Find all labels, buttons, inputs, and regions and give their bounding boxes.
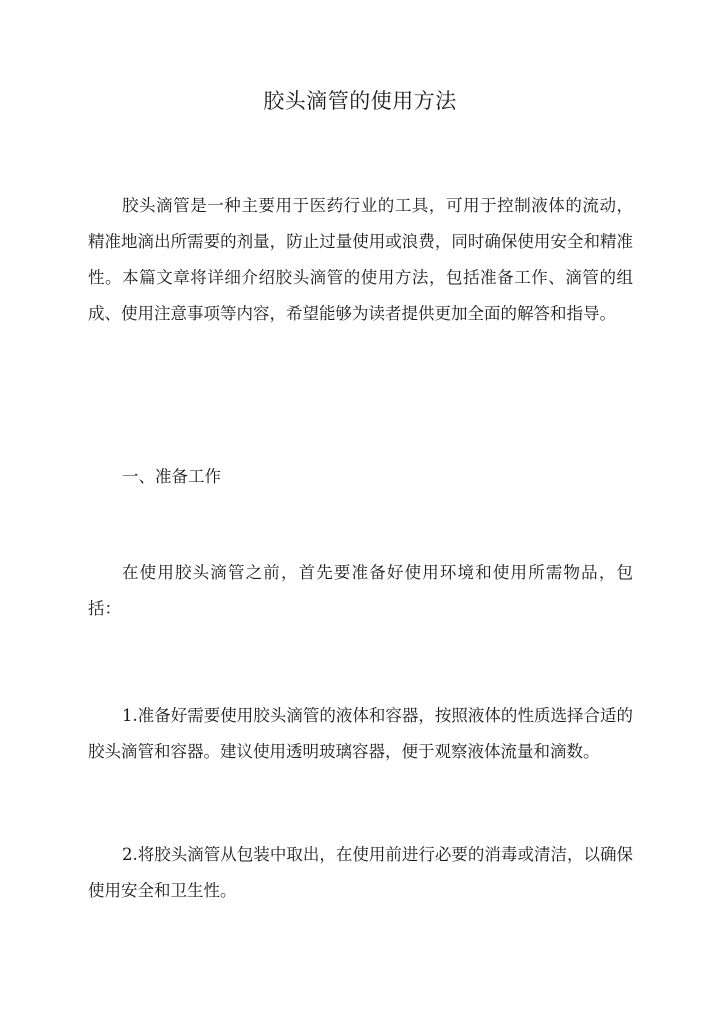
- intro-paragraph: 胶头滴管是一种主要用于医药行业的工具，可用于控制液体的流动，精准地滴出所需要的剂量，防止过量使用或浪费，同时确保使用安全和精准性。本篇文章将详细介绍胶头滴管的使用方法，包括准备工作、滴管的组成、使用注意事项等内容，希望能够为读者提供更加全面的解答和指导。: [88, 196, 633, 323]
- document-title: 胶头滴管的使用方法: [263, 89, 457, 113]
- section-heading-preparation: 一、准备工作: [122, 467, 221, 486]
- list-item-2: 2.将胶头滴管从包装中取出，在使用前进行必要的消毒或清洁，以确保使用安全和卫生性。: [88, 845, 633, 900]
- section-intro-paragraph: 在使用胶头滴管之前，首先要准备好使用环境和使用所需物品，包括：: [88, 563, 633, 618]
- list-item-1: 1.准备好需要使用胶头滴管的液体和容器，按照液体的性质选择合适的胶头滴管和容器。建议使用透明玻璃容器，便于观察液体流量和滴数。: [88, 706, 633, 761]
